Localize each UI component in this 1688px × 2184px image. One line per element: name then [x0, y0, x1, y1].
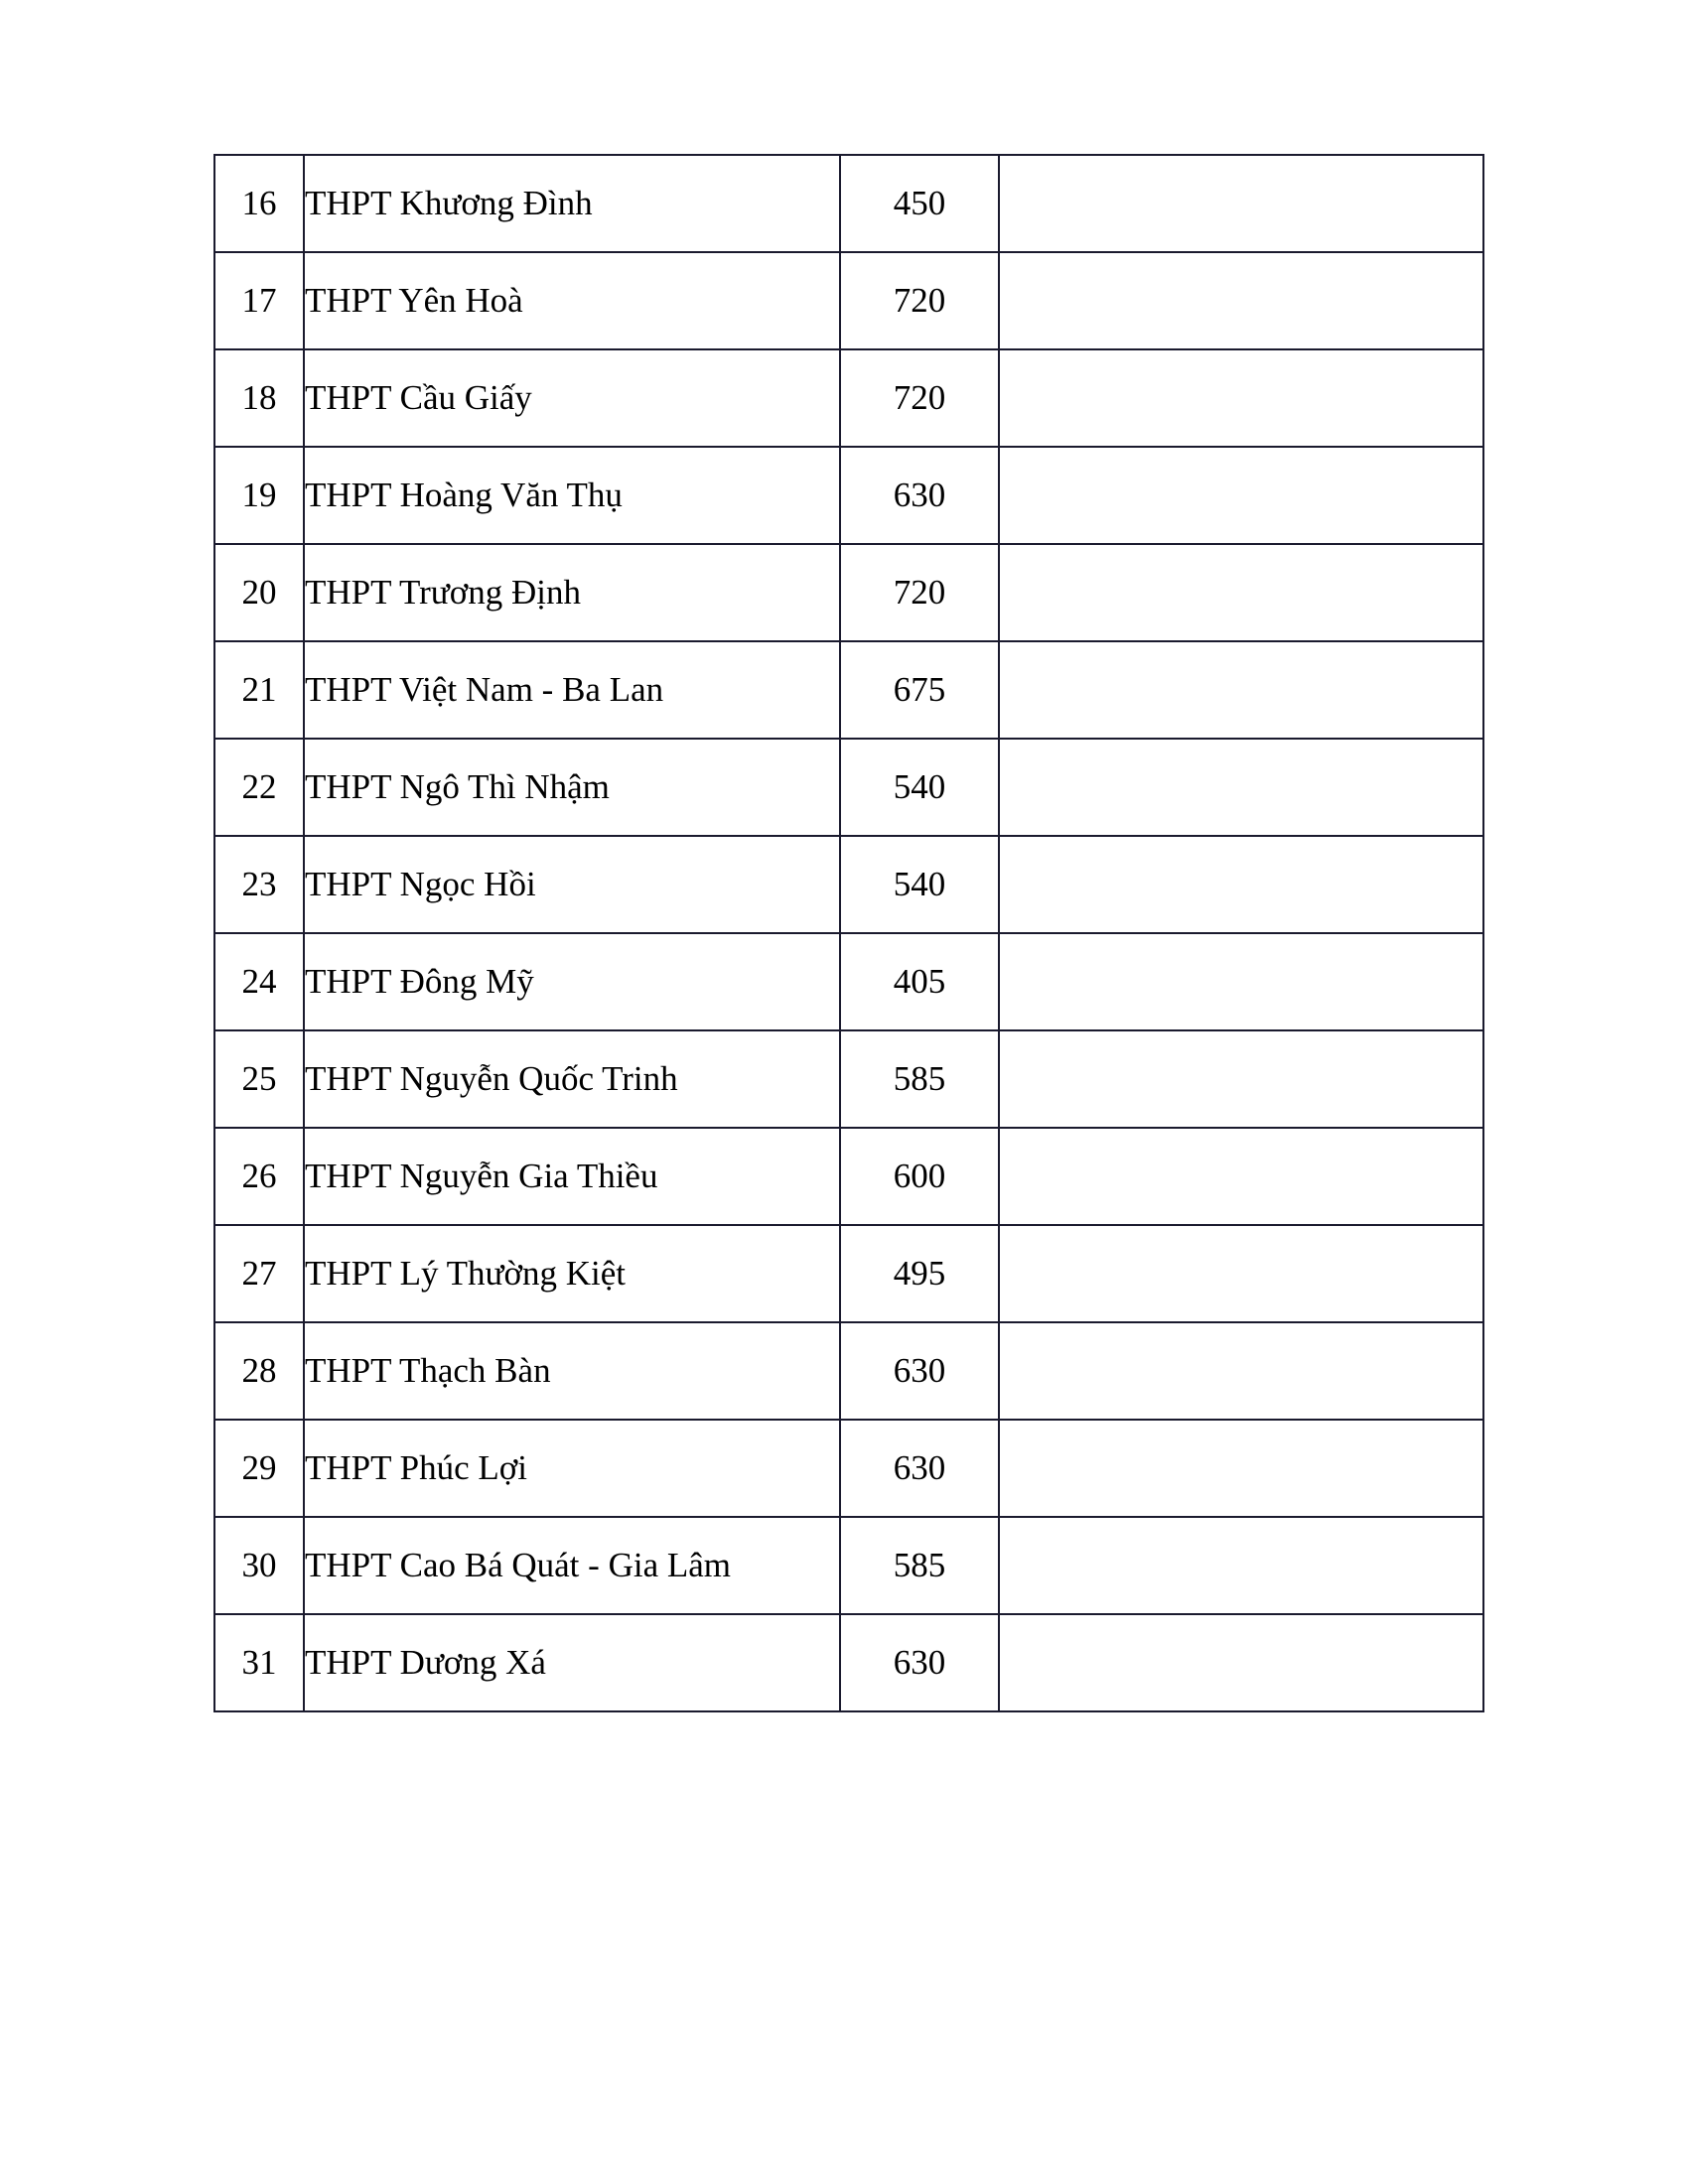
row-quota: 540 — [840, 739, 999, 836]
row-note — [999, 1420, 1483, 1517]
table-row — [214, 1614, 1483, 1711]
row-note — [999, 1030, 1483, 1128]
row-index: 23 — [214, 836, 304, 933]
row-quota: 630 — [840, 1420, 999, 1517]
row-quota: 405 — [840, 933, 999, 1030]
row-quota: 630 — [840, 1322, 999, 1420]
row-school-name: THPT Cao Bá Quát - Gia Lâm — [304, 1517, 840, 1614]
row-index: 30 — [214, 1517, 304, 1614]
row-school-name: THPT Ngọc Hồi — [304, 836, 840, 933]
table-row — [214, 1030, 1483, 1128]
table-row — [214, 641, 1483, 739]
row-note — [999, 155, 1483, 252]
row-index: 17 — [214, 252, 304, 349]
row-note — [999, 836, 1483, 933]
table-body — [214, 155, 1483, 1711]
table-row — [214, 447, 1483, 544]
row-quota: 450 — [840, 155, 999, 252]
row-note — [999, 1225, 1483, 1322]
row-school-name: THPT Dương Xá — [304, 1614, 840, 1711]
row-quota: 630 — [840, 1614, 999, 1711]
row-school-name: THPT Việt Nam - Ba Lan — [304, 641, 840, 739]
table-row — [214, 1420, 1483, 1517]
row-index: 25 — [214, 1030, 304, 1128]
row-school-name: THPT Lý Thường Kiệt — [304, 1225, 840, 1322]
row-note — [999, 252, 1483, 349]
row-index: 31 — [214, 1614, 304, 1711]
row-school-name: THPT Ngô Thì Nhậm — [304, 739, 840, 836]
row-quota: 600 — [840, 1128, 999, 1225]
row-index: 24 — [214, 933, 304, 1030]
row-school-name: THPT Yên Hoà — [304, 252, 840, 349]
table-row — [214, 252, 1483, 349]
table-row — [214, 155, 1483, 252]
row-note — [999, 933, 1483, 1030]
row-index: 28 — [214, 1322, 304, 1420]
row-note — [999, 349, 1483, 447]
table-row — [214, 544, 1483, 641]
row-quota: 630 — [840, 447, 999, 544]
row-school-name: THPT Trương Định — [304, 544, 840, 641]
row-quota: 585 — [840, 1030, 999, 1128]
row-index: 26 — [214, 1128, 304, 1225]
table-row — [214, 1128, 1483, 1225]
row-school-name: THPT Khương Đình — [304, 155, 840, 252]
row-quota: 720 — [840, 544, 999, 641]
table-row — [214, 739, 1483, 836]
row-index: 20 — [214, 544, 304, 641]
row-note — [999, 544, 1483, 641]
row-school-name: THPT Thạch Bàn — [304, 1322, 840, 1420]
row-index: 16 — [214, 155, 304, 252]
row-school-name: THPT Đông Mỹ — [304, 933, 840, 1030]
row-index: 18 — [214, 349, 304, 447]
row-quota: 585 — [840, 1517, 999, 1614]
table-row — [214, 1322, 1483, 1420]
row-note — [999, 1128, 1483, 1225]
row-note — [999, 1517, 1483, 1614]
row-school-name: THPT Nguyễn Quốc Trinh — [304, 1030, 840, 1128]
row-quota: 720 — [840, 252, 999, 349]
row-school-name: THPT Phúc Lợi — [304, 1420, 840, 1517]
row-school-name: THPT Cầu Giấy — [304, 349, 840, 447]
row-index: 21 — [214, 641, 304, 739]
row-quota: 495 — [840, 1225, 999, 1322]
row-school-name: THPT Nguyễn Gia Thiều — [304, 1128, 840, 1225]
table-row — [214, 836, 1483, 933]
school-quota-table — [213, 154, 1484, 1712]
table-row — [214, 1517, 1483, 1614]
row-note — [999, 1322, 1483, 1420]
table-row — [214, 933, 1483, 1030]
row-quota: 540 — [840, 836, 999, 933]
row-index: 29 — [214, 1420, 304, 1517]
row-index: 27 — [214, 1225, 304, 1322]
table-row — [214, 1225, 1483, 1322]
row-note — [999, 641, 1483, 739]
table-row — [214, 349, 1483, 447]
row-note — [999, 739, 1483, 836]
row-index: 22 — [214, 739, 304, 836]
row-school-name: THPT Hoàng Văn Thụ — [304, 447, 840, 544]
row-index: 19 — [214, 447, 304, 544]
row-note — [999, 447, 1483, 544]
row-note — [999, 1614, 1483, 1711]
row-quota: 675 — [840, 641, 999, 739]
row-quota: 720 — [840, 349, 999, 447]
